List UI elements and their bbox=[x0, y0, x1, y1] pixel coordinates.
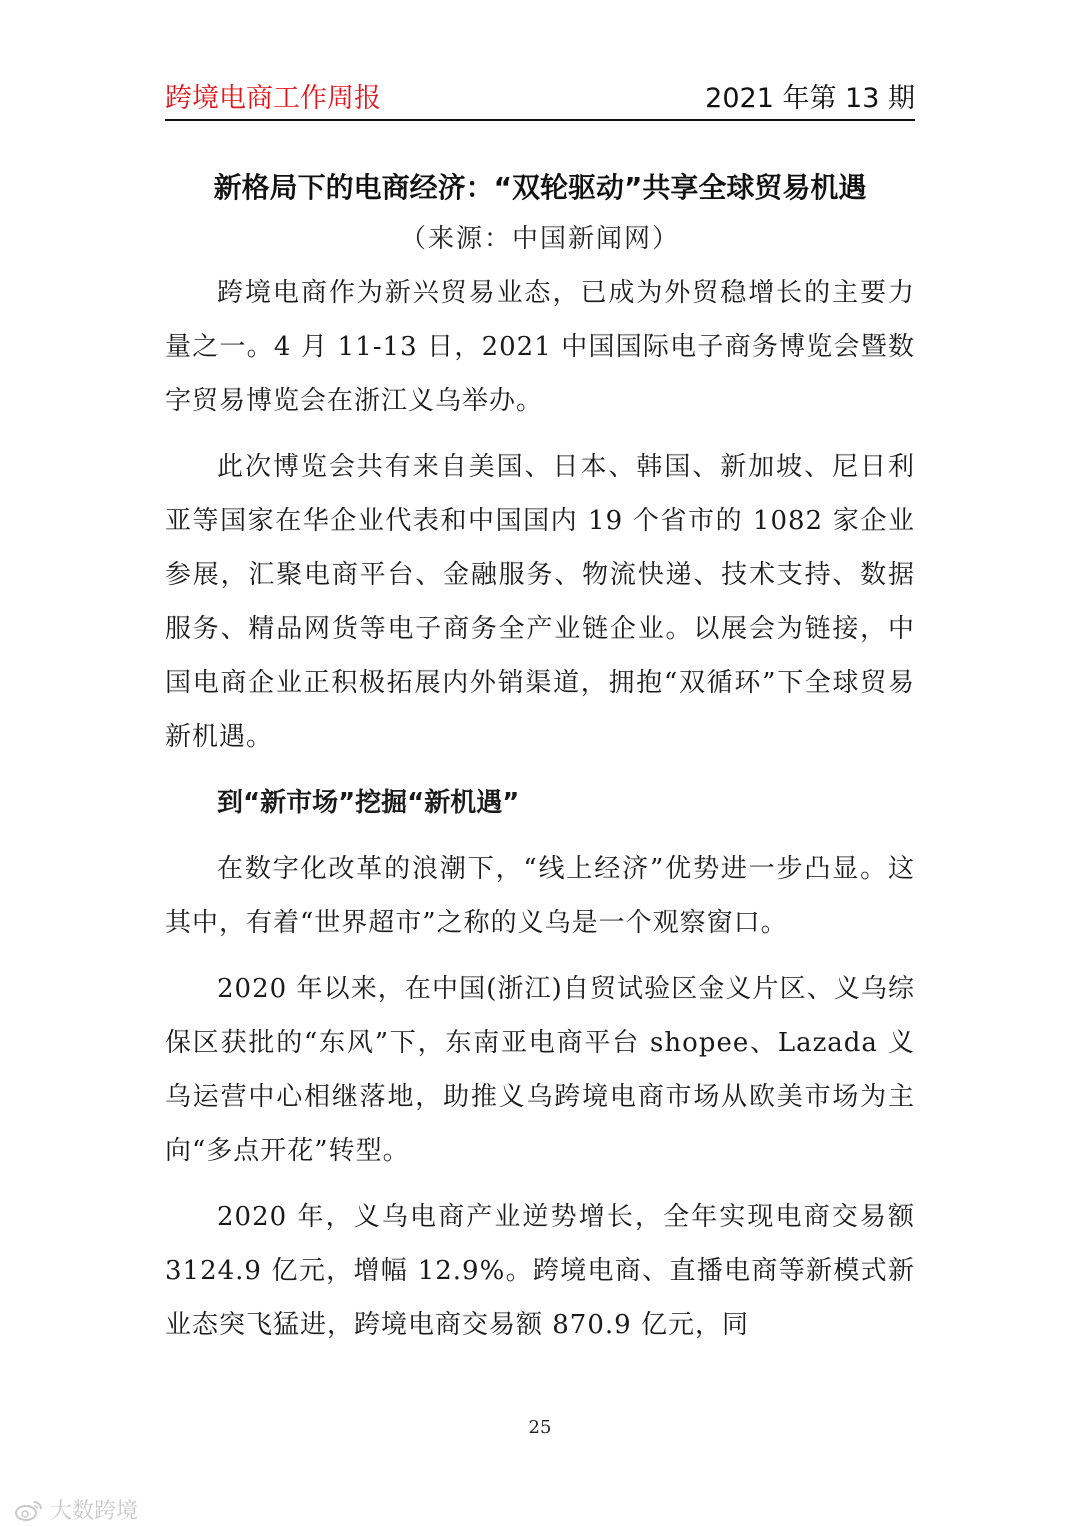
watermark-text: 大数跨境 bbox=[50, 1499, 139, 1524]
header-divider bbox=[165, 119, 915, 121]
publication-name: 跨境电商工作周报 bbox=[165, 83, 381, 114]
section-subheading: 到“新市场”挖掘“新机遇” bbox=[217, 788, 520, 818]
weibo-logo-icon bbox=[14, 1499, 44, 1521]
issue-number: 2021 年第 13 期 bbox=[705, 83, 915, 114]
article-source: （来源：中国新闻网） bbox=[399, 224, 680, 254]
paragraph: 跨境电商作为新兴贸易业态，已成为外贸稳增长的主要力量之一。4 月 11-13 日，2021 中国国际电子商务博览会暨数字贸易博览会在浙江义乌举办。 bbox=[165, 278, 915, 416]
article-body bbox=[165, 266, 915, 1364]
article-title: 新格局下的电商经济：“双轮驱动”共享全球贸易机遇 bbox=[213, 171, 867, 204]
page-number: 25 bbox=[528, 1417, 552, 1438]
paragraph: 在数字化改革的浪潮下，“线上经济”优势进一步凸显。这其中，有着“世界超市”之称的义乌是一个观察窗口。 bbox=[165, 854, 915, 938]
paragraph: 2020 年以来，在中国(浙江)自贸试验区金义片区、义乌综保区获批的“东风”下，东南亚电商平台 shopee、Lazada 义乌运营中心相继落地，助推义乌跨境电商市场从欧美市场为主向“多点开花”转型。 bbox=[165, 974, 915, 1166]
paragraph: 此次博览会共有来自美国、日本、韩国、新加坡、尼日利亚等国家在华企业代表和中国国内 19 个省市的 1082 家企业参展，汇聚电商平台、金融服务、物流快递、技术支持、数据服务、精品网货等电子商务全产业链企业。以展会为链接，中国电商企业正积极拓展内外销渠道，拥抱“双循环”下全球贸易新机遇。 bbox=[165, 452, 915, 752]
watermark bbox=[14, 1494, 138, 1525]
paragraph: 2020 年，义乌电商产业逆势增长，全年实现电商交易额 3124.9 亿元，增幅 12.9%。跨境电商、直播电商等新模式新业态突飞猛进，跨境电商交易额 870.9 亿元，同 bbox=[165, 1202, 915, 1340]
